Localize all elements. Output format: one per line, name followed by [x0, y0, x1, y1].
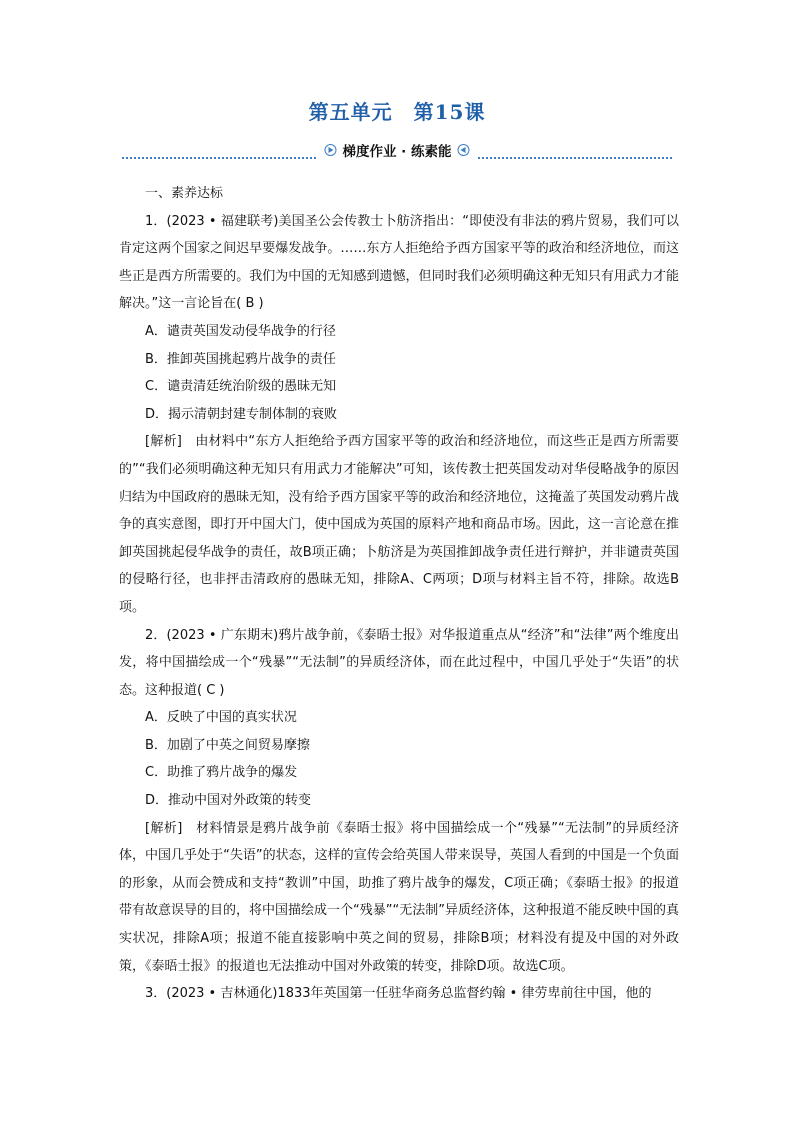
question-1-stem: 1．(2023 • 福建联考)美国圣公会传教士卜舫济指出：“即使没有非法的鸦片贸易，我们可以肯定这两个国家之间迟早要爆发战争。……东方人拒绝给予西方国家平等的政治和经济地位，而这些正是西方所需要的。我们为中国的无知感到遗憾，但同时我们必须明确这种无知只有用武力才能解决。”这一言论旨在( B ): [119, 213, 679, 312]
question-2-option-a: A．反映了中国的真实状况: [145, 710, 297, 726]
question-2-stem: 2．(2023 • 广东期末)鸦片战争前，《泰晤士报》对华报道重点从“经济”和“法律”两个维度出发，将中国描绘成一个“残暴”“无法制”的异质经济体，而在此过程中，中国几乎处于“失语”的状态。这种报道( C ): [119, 627, 679, 698]
question-3-stem: 3．(2023 • 吉林通化)1833年英国第一任驻华商务总监督约翰 • 律劳卑前往中国，他的: [145, 986, 652, 1002]
question-1-option-a: A．谴责英国发动侵华战争的行径: [145, 323, 336, 339]
page-title: 第五单元 第15课: [308, 100, 486, 124]
question-2-option-d: D．推动中国对外政策的转变: [145, 793, 312, 809]
play-left-icon: [458, 144, 470, 156]
banner-label: 梯度作业 · 练素能: [342, 144, 452, 160]
play-right-icon: [324, 144, 336, 156]
question-2-analysis: [解析] 材料情景是鸦片战争前《泰晤士报》将中国描绘成一个“残暴”“无法制”的异质经济体，中国几乎处于“失语”的状态，这样的宣传会给英国人带来误导，英国人看到的中国是一个负面的形象，从而会赞成和支持“教训”中国，助推了鸦片战争的爆发，C项正确；《泰晤士报》的报道带有故意误导的目的，将中国描绘成一个“残暴”“无法制”异质经济体，这种报道不能反映中国的真实状况，排除A项；报道不能直接影响中英之间的贸易，排除B项；材料没有提及中国的对外政策，《泰晤士报》的报道也无法推动中国对外政策的转变，排除D项。故选C项。: [119, 820, 679, 974]
banner-label-wrap: [316, 140, 477, 160]
question-2-option-c: C．助推了鸦片战争的爆发: [145, 765, 298, 781]
section-heading: 一、素养达标: [145, 186, 224, 201]
document-body: [119, 180, 679, 1008]
question-1-analysis: [解析] 由材料中“东方人拒绝给予西方国家平等的政治和经济地位，而这些正是西方所需要的”“我们必须明确这种无知只有用武力才能解决”可知，该传教士把英国发动对华侵略战争的原因归结为中国政府的愚昧无知，没有给予西方国家平等的政治和经济地位，这掩盖了英国发动鸦片战争的真实意图，即打开中国大门，使中国成为英国的原料产地和商品市场。因此，这一言论意在推卸英国挑起侵华战争的责任，故B项正确；卜舫济是为英国推卸战争责任进行辩护，并非谴责英国的侵略行径，也非抨击清政府的愚昧无知，排除A、C两项；D项与材料主旨不符，排除。故选B项。: [119, 434, 679, 615]
section-banner: [122, 140, 672, 162]
question-1-option-b: B．推卸英国挑起鸦片战争的责任: [145, 351, 336, 367]
question-1-option-c: C．谴责清廷统治阶级的愚昧无知: [145, 379, 337, 395]
question-2-option-b: B．加剧了中英之间贸易摩擦: [145, 737, 310, 753]
question-1-option-d: D．揭示清朝封建专制体制的衰败: [145, 406, 338, 422]
